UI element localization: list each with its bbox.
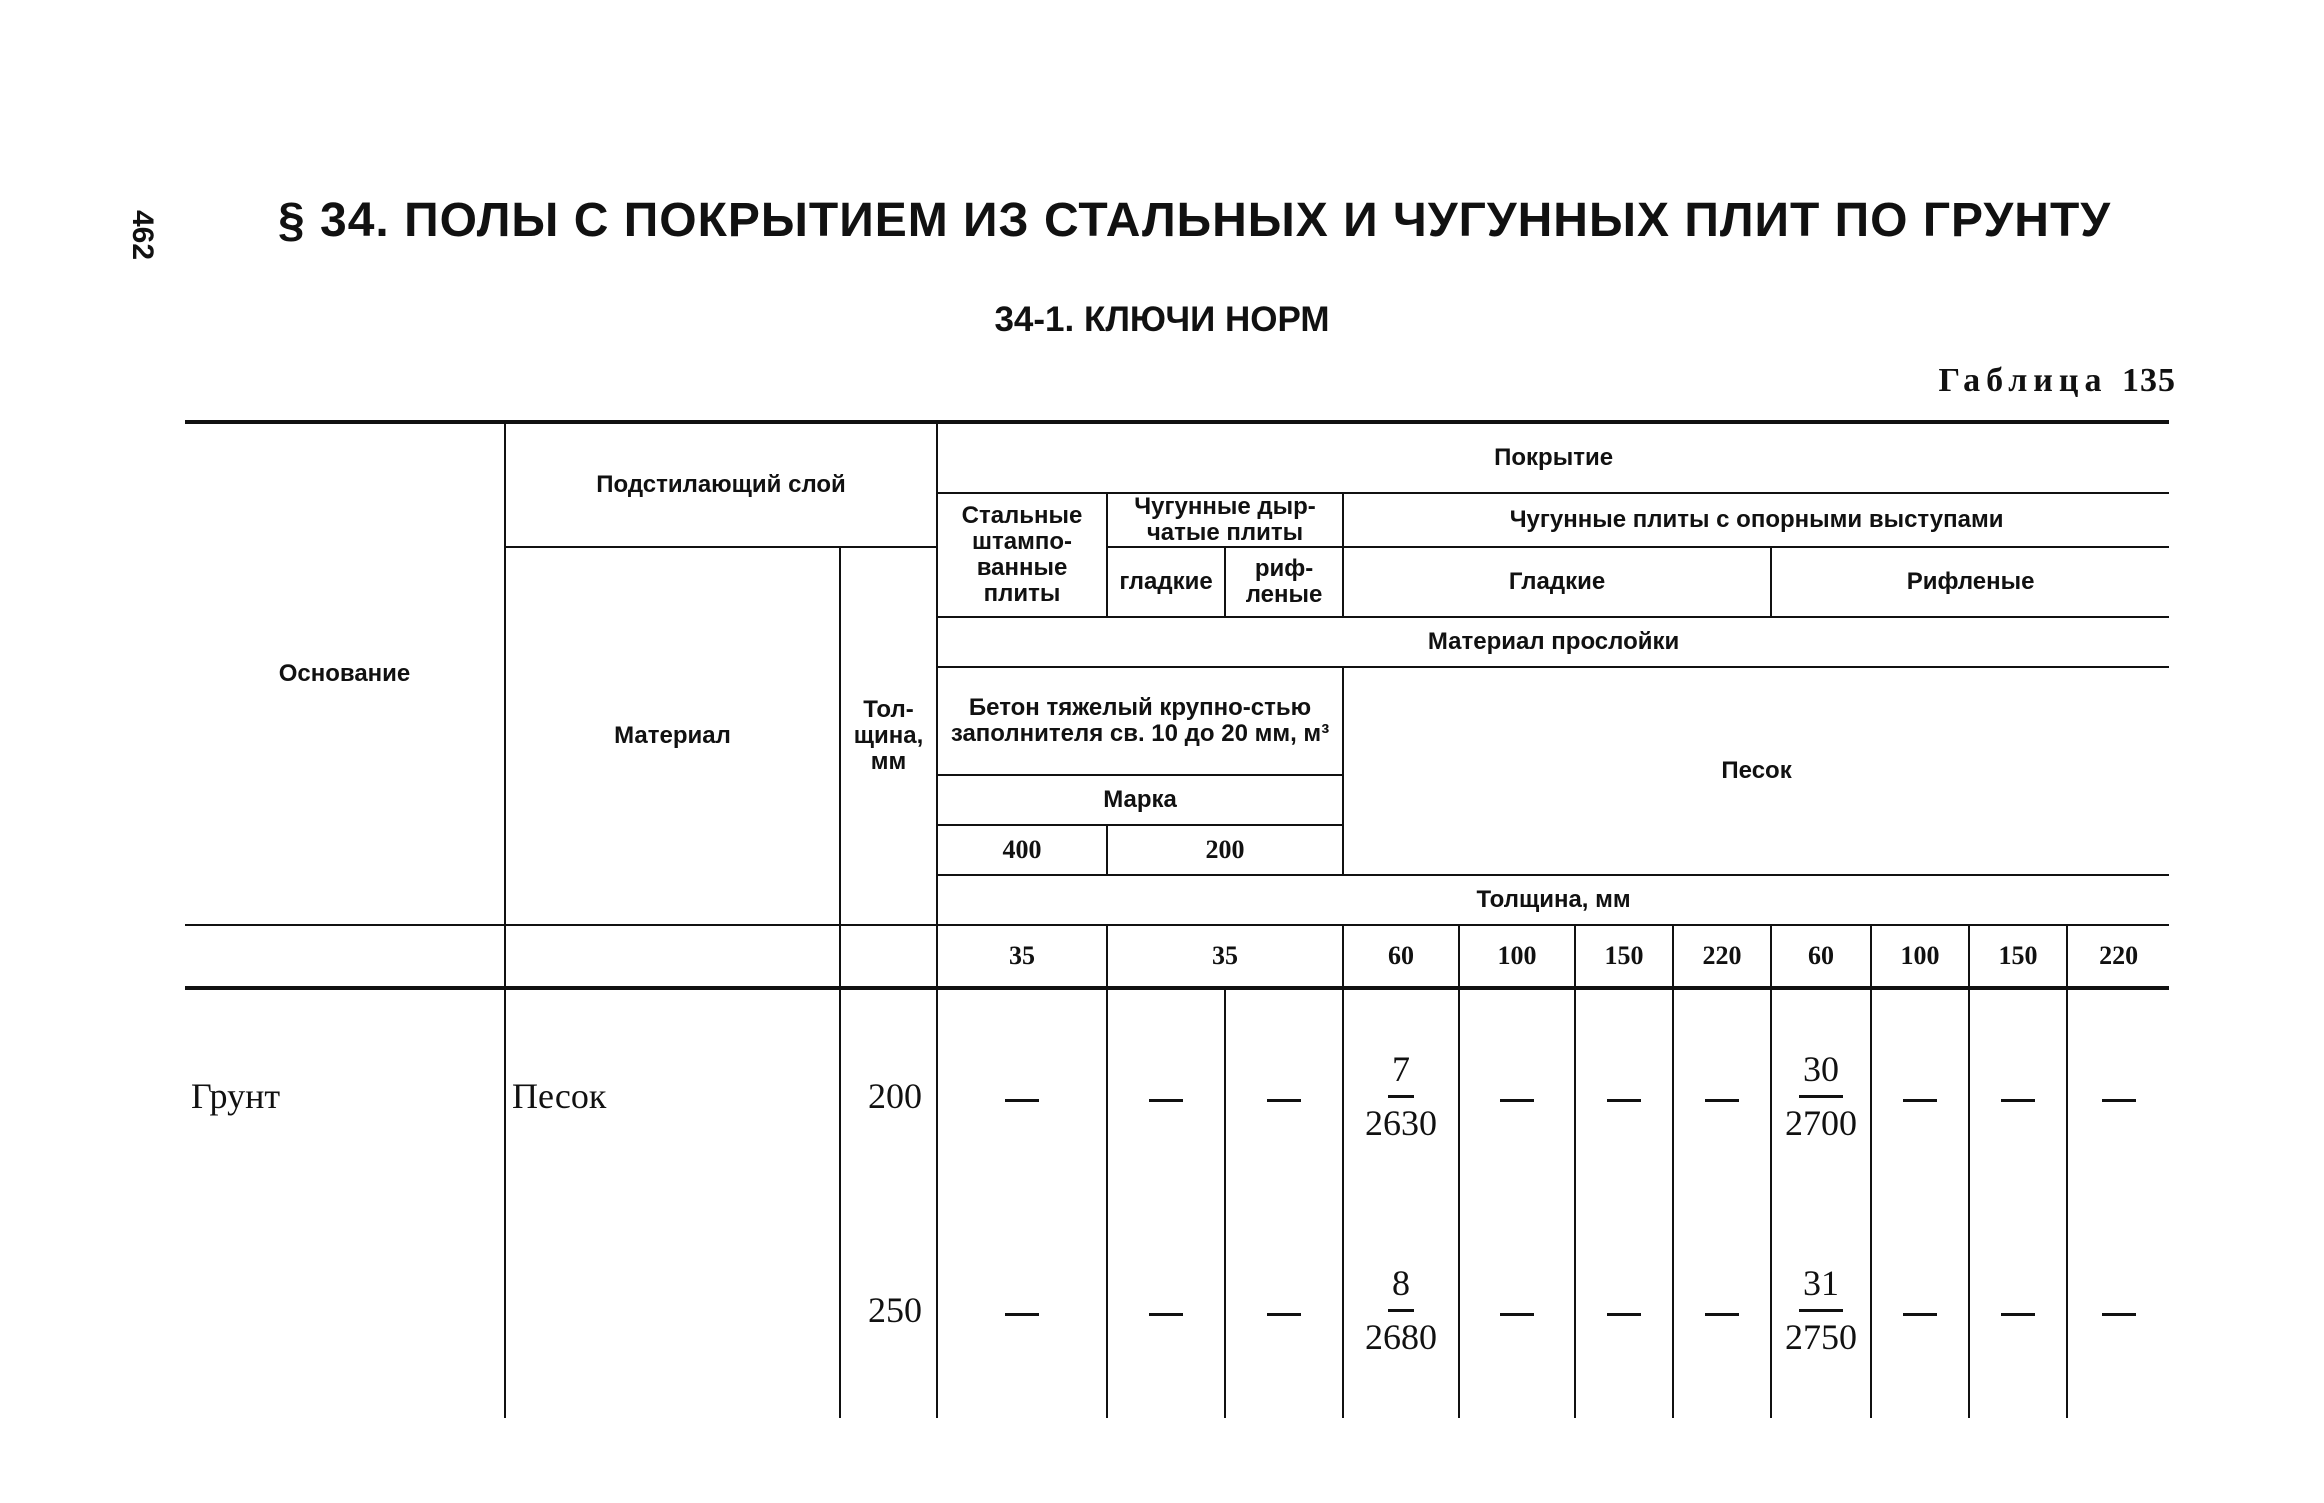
dash-mark — [1705, 1099, 1739, 1102]
dash-mark — [1903, 1313, 1937, 1316]
norms-table — [185, 420, 2169, 1418]
table-cell — [937, 988, 1107, 1204]
fraction-numerator: 7 — [1388, 1050, 1414, 1098]
header-beton: Бетон тяжелый крупно-стью заполнителя св. 10 до 20 мм, м³ — [937, 667, 1343, 775]
table-cell — [1575, 1204, 1673, 1418]
dash-mark — [1149, 1313, 1183, 1316]
header-tolshchina: Тол-щина, мм — [840, 547, 937, 925]
table-cell — [1673, 988, 1771, 1204]
table-cell — [1225, 1204, 1343, 1418]
table-cell — [1771, 1204, 1871, 1418]
dash-mark — [1705, 1313, 1739, 1316]
row-tolshchina: 200 — [840, 988, 937, 1204]
thickness-value: 35 — [937, 925, 1107, 988]
page-number: 462 — [126, 209, 159, 261]
dash-mark — [2001, 1313, 2035, 1316]
table-cell — [2067, 1204, 2169, 1418]
table-cell — [1225, 988, 1343, 1204]
thickness-value: 150 — [1575, 925, 1673, 988]
header-gladkie: Гладкие — [1343, 547, 1771, 617]
fraction-numerator: 30 — [1799, 1050, 1843, 1098]
header-marka: Марка — [937, 775, 1343, 825]
header-spacer — [185, 925, 505, 988]
table-cell — [2067, 988, 2169, 1204]
row-material: Песок — [505, 988, 840, 1204]
thickness-value: 220 — [1673, 925, 1771, 988]
header-material: Материал — [505, 547, 840, 925]
header-row-1 — [185, 422, 2169, 493]
dash-mark — [1607, 1099, 1641, 1102]
table-cell — [1673, 1204, 1771, 1418]
dash-mark — [1267, 1099, 1301, 1102]
section-title: § 34. ПОЛЫ С ПОКРЫТИЕМ ИЗ СТАЛЬНЫХ И ЧУГУННЫХ ПЛИТ ПО ГРУНТУ — [278, 194, 2112, 247]
thickness-value: 100 — [1871, 925, 1969, 988]
header-tolshchina-mm: Толщина, мм — [937, 875, 2169, 925]
dash-mark — [2102, 1313, 2136, 1316]
dash-mark — [1903, 1099, 1937, 1102]
table-cell — [1575, 988, 1673, 1204]
dash-mark — [2001, 1099, 2035, 1102]
header-riflenye: Рифленые — [1771, 547, 2169, 617]
fraction-denominator: 2750 — [1785, 1317, 1858, 1358]
fraction-denominator: 2700 — [1785, 1103, 1858, 1144]
dash-mark — [1500, 1099, 1534, 1102]
row-material — [505, 1204, 840, 1418]
table-cell — [1343, 988, 1459, 1204]
fraction — [1785, 1050, 1857, 1143]
table-row — [185, 988, 2169, 1204]
fraction — [1785, 1264, 1857, 1357]
header-material-prosloiki: Материал прослойки — [937, 617, 2169, 667]
table-cell — [1343, 1204, 1459, 1418]
table-cell — [1459, 988, 1575, 1204]
table-cell — [1107, 1204, 1225, 1418]
dash-mark — [2102, 1099, 2136, 1102]
table-cell — [1459, 1204, 1575, 1418]
dash-mark — [1005, 1313, 1039, 1316]
fraction-denominator: 2630 — [1365, 1103, 1438, 1144]
fraction — [1365, 1050, 1437, 1143]
dash-mark — [1500, 1313, 1534, 1316]
header-spacer — [840, 925, 937, 988]
marka-200: 200 — [1107, 825, 1343, 875]
subsection-title: 34-1. КЛЮЧИ НОРМ — [994, 300, 1330, 339]
marka-400: 400 — [937, 825, 1107, 875]
thickness-value: 35 — [1107, 925, 1343, 988]
header-pesok: Песок — [1343, 667, 2169, 875]
header-osnovanie: Основание — [185, 422, 505, 925]
table-label-word: Габлица — [1938, 362, 2108, 399]
row-osnovanie: Грунт — [185, 988, 505, 1204]
row-tolshchina: 250 — [840, 1204, 937, 1418]
fraction-denominator: 2680 — [1365, 1317, 1438, 1358]
header-podstil: Подстилающий слой — [505, 422, 937, 547]
thickness-value: 60 — [1771, 925, 1871, 988]
table-row — [185, 1204, 2169, 1418]
thickness-value: 220 — [2067, 925, 2169, 988]
row-osnovanie — [185, 1204, 505, 1418]
norms-table-wrapper — [185, 420, 2169, 1418]
header-spacer — [505, 925, 840, 988]
header-gladkie-small: гладкие — [1107, 547, 1225, 617]
table-cell — [1871, 988, 1969, 1204]
table-cell — [1871, 1204, 1969, 1418]
header-chug-opor: Чугунные плиты с опорными выступами — [1343, 493, 2169, 547]
thickness-value: 150 — [1969, 925, 2067, 988]
table-cell — [1107, 988, 1225, 1204]
fraction — [1365, 1264, 1437, 1357]
header-pokrytie: Покрытие — [937, 422, 2169, 493]
fraction-numerator: 8 — [1388, 1264, 1414, 1312]
dash-mark — [1607, 1313, 1641, 1316]
dash-mark — [1005, 1099, 1039, 1102]
table-cell — [1969, 988, 2067, 1204]
header-rifl-small: риф-леные — [1225, 547, 1343, 617]
header-stalnye: Стальные штампо-ванные плиты — [937, 493, 1107, 617]
table-cell — [1771, 988, 1871, 1204]
dash-mark — [1267, 1313, 1301, 1316]
thickness-value: 60 — [1343, 925, 1459, 988]
table-label — [1938, 362, 2176, 406]
header-chug-dyr: Чугунные дыр-чатые плиты — [1107, 493, 1343, 547]
table-label-number: 135 — [2122, 362, 2176, 399]
thickness-value: 100 — [1459, 925, 1575, 988]
table-cell — [1969, 1204, 2067, 1418]
table-cell — [937, 1204, 1107, 1418]
fraction-numerator: 31 — [1799, 1264, 1843, 1312]
header-row-9 — [185, 925, 2169, 988]
dash-mark — [1149, 1099, 1183, 1102]
